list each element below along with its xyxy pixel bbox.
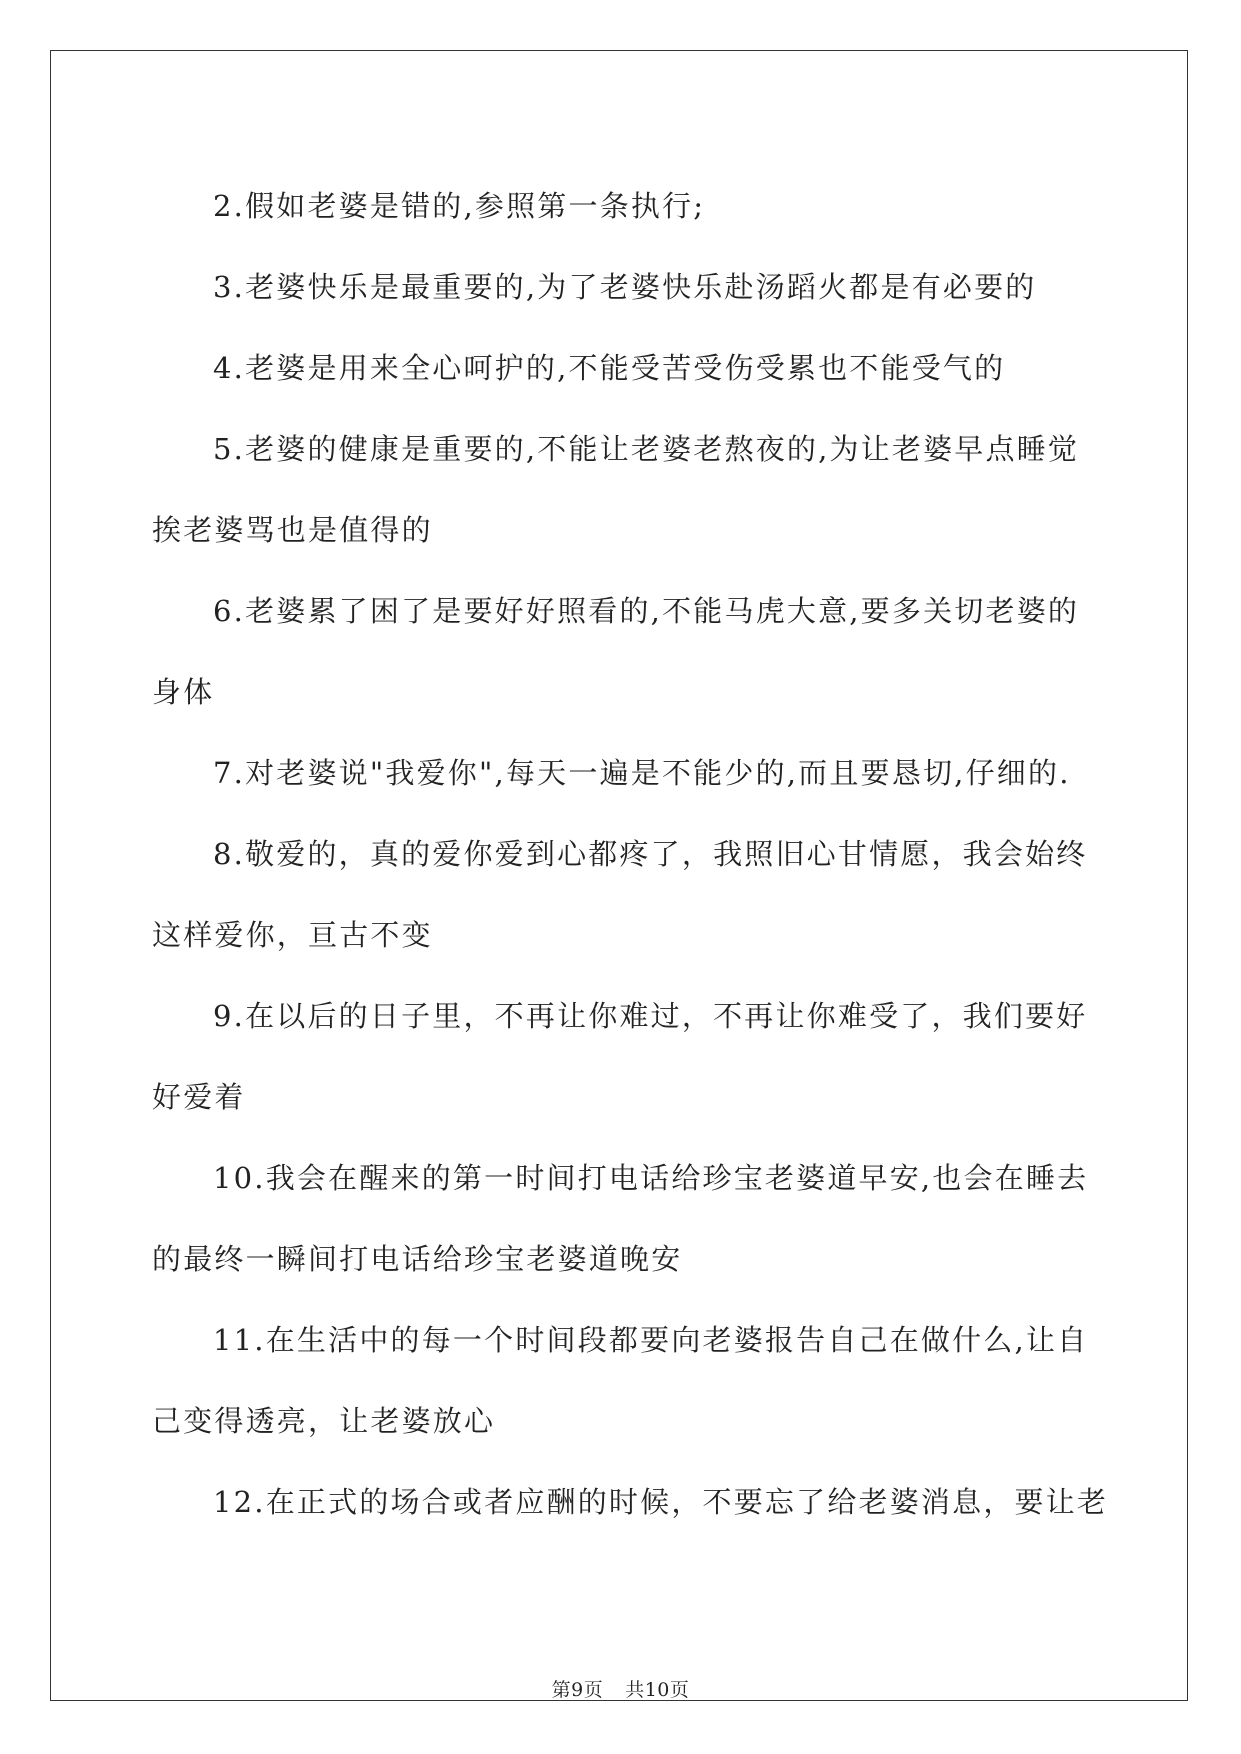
paragraph-line: 身体 — [152, 675, 215, 709]
paragraph-line: 10.我会在醒来的第一时间打电话给珍宝老婆道早安,也会在睡去 — [213, 1161, 1089, 1195]
paragraph-line: 6.老婆累了困了是要好好照看的,不能马虎大意,要多关切老婆的 — [213, 594, 1080, 628]
page-number-current: 第9页 — [551, 1679, 604, 1701]
paragraph-line: 4.老婆是用来全心呵护的,不能受苦受伤受累也不能受气的 — [213, 351, 1006, 385]
page-footer — [0, 1675, 1241, 1702]
paragraph-line: 12.在正式的场合或者应酬的时候，不要忘了给老婆消息，要让老 — [213, 1485, 1109, 1519]
page-number-total: 共10页 — [625, 1679, 690, 1701]
document-body — [152, 166, 1109, 1543]
paragraph-line: 2.假如老婆是错的,参照第一条执行; — [213, 189, 706, 223]
paragraph-line: 的最终一瞬间打电话给珍宝老婆道晚安 — [152, 1242, 683, 1276]
paragraph-line: 3.老婆快乐是最重要的,为了老婆快乐赴汤蹈火都是有必要的 — [213, 270, 1037, 304]
paragraph-line: 己变得透亮，让老婆放心 — [152, 1404, 496, 1438]
paragraph-line: 5.老婆的健康是重要的,不能让老婆老熬夜的,为让老婆早点睡觉 — [213, 432, 1080, 466]
paragraph-line: 挨老婆骂也是值得的 — [152, 513, 433, 547]
paragraph-line: 11.在生活中的每一个时间段都要向老婆报告自己在做什么,让自 — [213, 1323, 1089, 1357]
paragraph-line: 9.在以后的日子里，不再让你难过，不再让你难受了，我们要好 — [213, 999, 1088, 1033]
paragraph-line: 这样爱你，亘古不变 — [152, 918, 433, 952]
paragraph-line: 8.敬爱的，真的爱你爱到心都疼了，我照旧心甘情愿，我会始终 — [213, 837, 1088, 871]
paragraph-line: 7.对老婆说"我爱你",每天一遍是不能少的,而且要恳切,仔细的. — [213, 756, 1071, 790]
paragraph-line: 好爱着 — [152, 1080, 246, 1114]
